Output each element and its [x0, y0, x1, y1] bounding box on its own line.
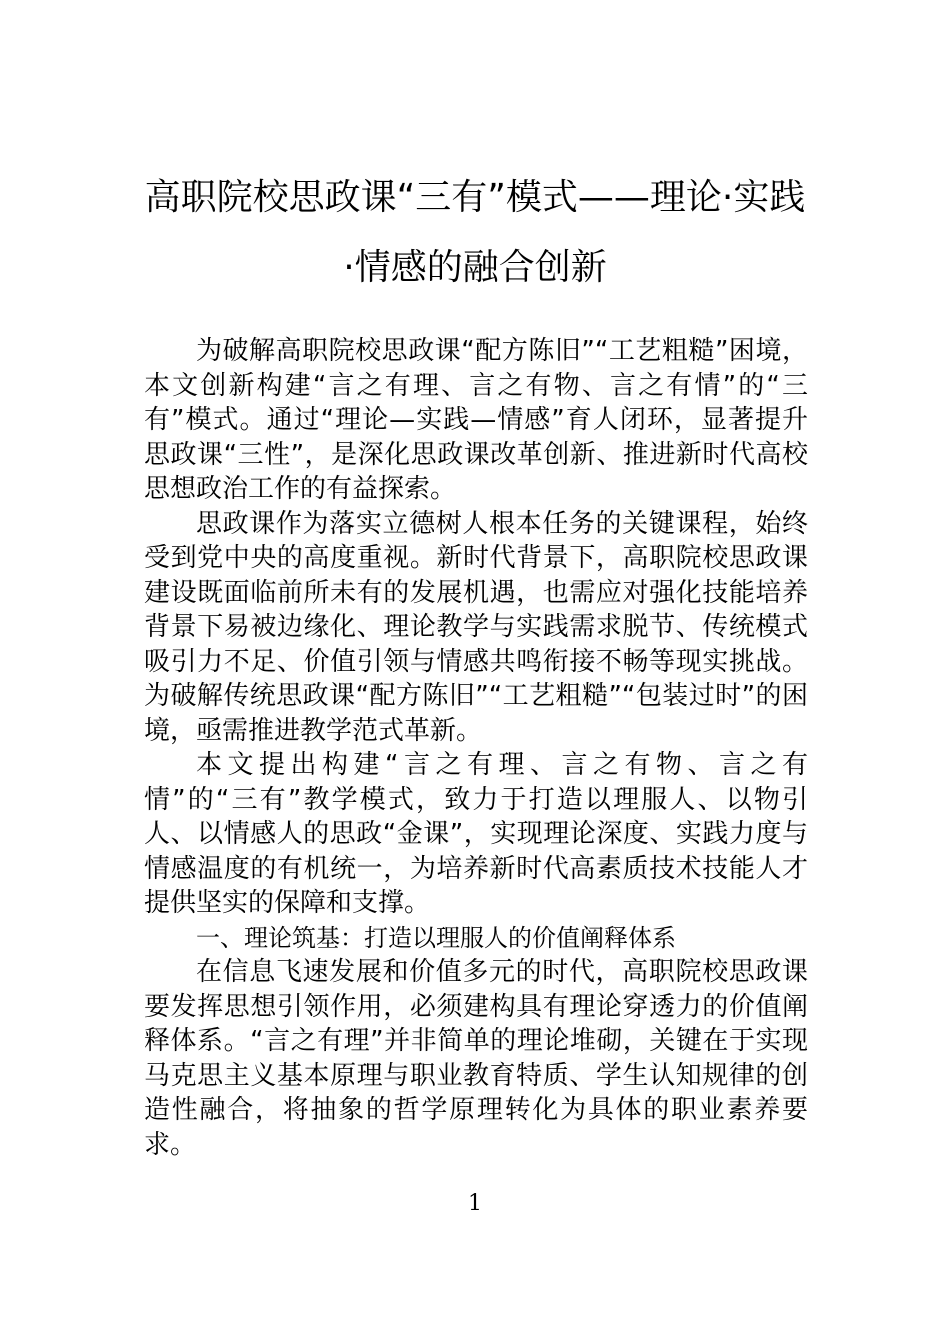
page-number: 1: [468, 1191, 482, 1216]
document-title: 高职院校思政课“三有”模式——理论·实践·情感的融合创新: [144, 177, 806, 288]
section-paragraph: 在信息飞速发展和价值多元的时代，高职院校思政课要发挥思想引领作用，必须建构具有理论穿透力的价值阐释体系。“言之有理”并非简单的理论堆砌，关键在于实现马克思主义基本原理与职业教育特质、学生认知规律的创造性融合，将抽象的哲学原理转化为具体的职业素养要求。: [144, 957, 808, 1160]
background-paragraph: 思政课作为落实立德树人根本任务的关键课程，始终受到党中央的高度重视。新时代背景下，高职院校思政课建设既面临前所未有的发展机遇，也需应对强化技能培养背景下易被边缘化、理论教学与实践需求脱节、传统模式吸引力不足、价值引领与情感共鸣衔接不畅等现实挑战。为破解传统思政课“配方陈旧”“工艺粗糙”“包装过时”的困境，亟需推进教学范式革新。: [144, 508, 808, 746]
abstract-paragraph: 为破解高职院校思政课“配方陈旧”“工艺粗糙”困境，本文创新构建“言之有理、言之有物、言之有情”的“三有”模式。通过“理论—实践—情感”育人闭环，显著提升思政课“三性”，是深化思政课改革创新、推进新时代高校思想政治工作的有益探索。: [144, 336, 808, 504]
document-body: [144, 334, 808, 1162]
section-heading: 一、理论筑基：打造以理服人的价值阐释体系: [196, 923, 676, 952]
proposal-paragraph: 本文提出构建“言之有理、言之有物、言之有情”的“三有”教学模式，致力于打造以理服人、以物引人、以情感人的思政“金课”，实现理论深度、实践力度与情感温度的有机统一，为培养新时代高素质技术技能人才提供坚实的保障和支撑。: [144, 750, 808, 918]
